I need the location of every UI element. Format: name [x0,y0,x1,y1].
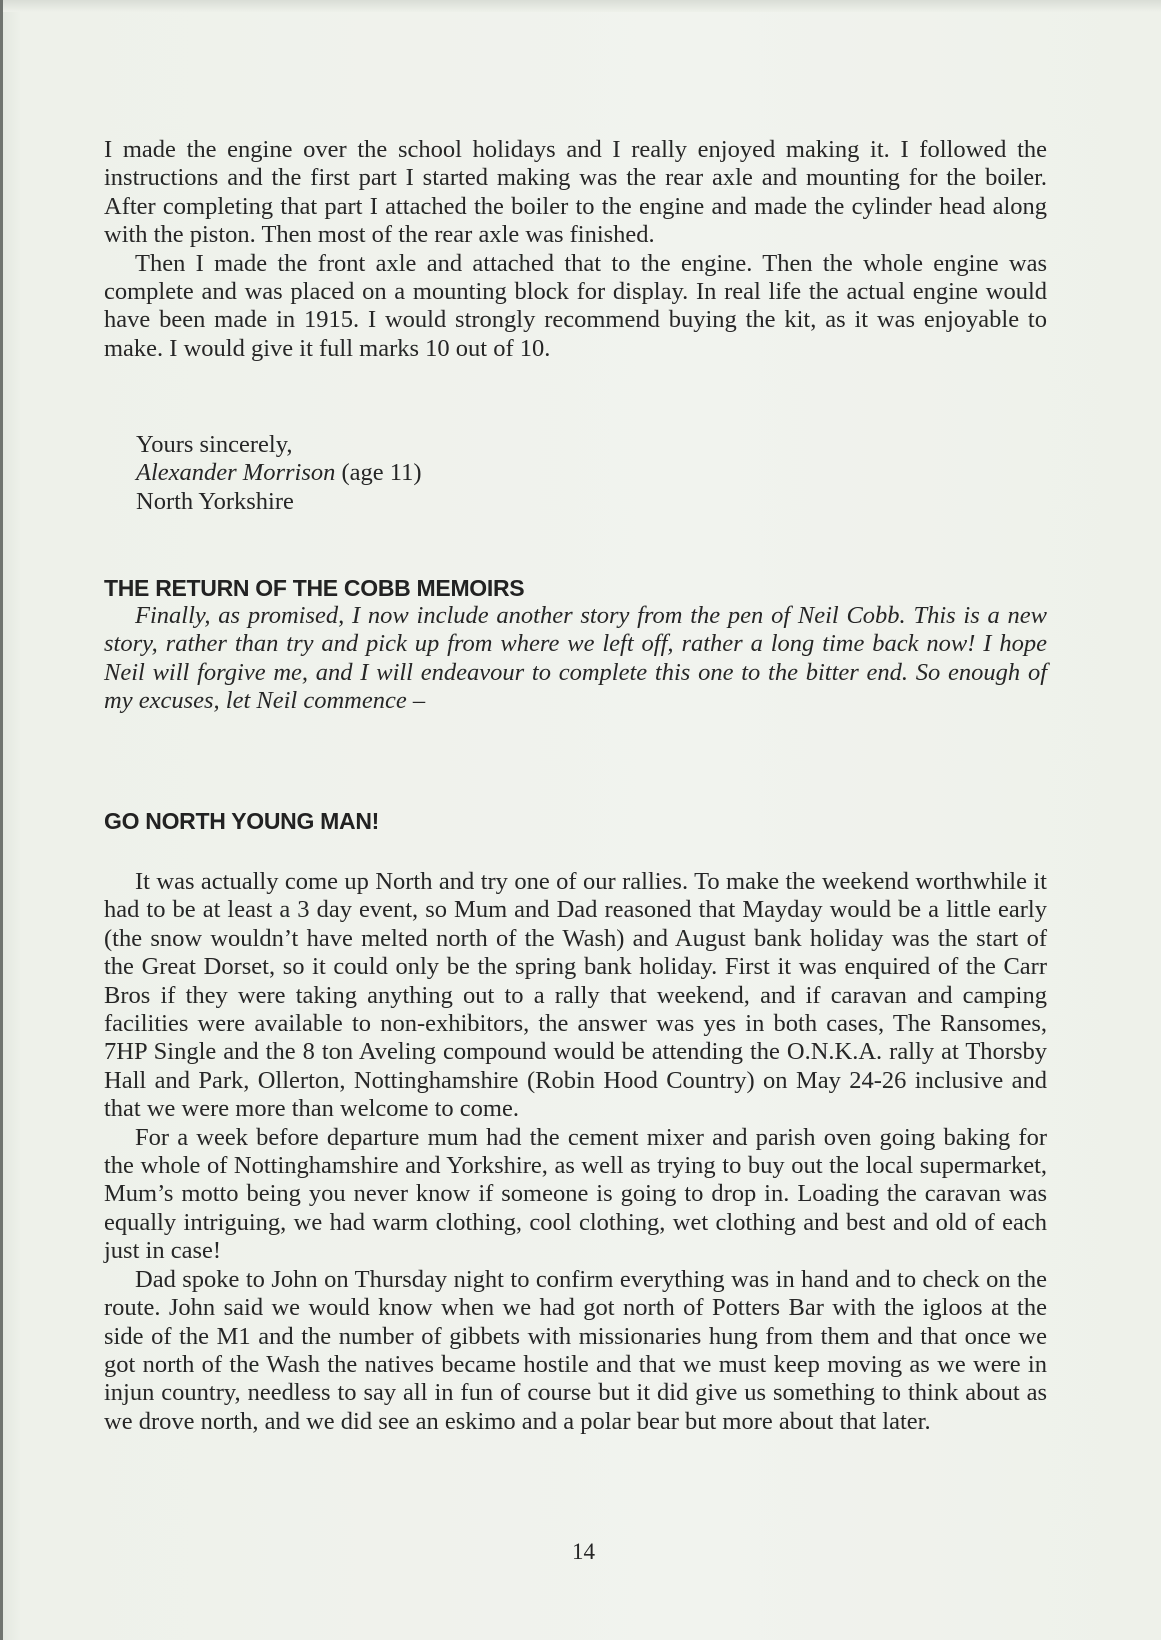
author-name: Alexander Morrison [136,459,336,487]
letter-paragraph: I made the engine over the school holidays and I really enjoyed making it. I followed the instructions and the first part I started making was the rear axle and mounting for the boiler. After completing that part I attached the boiler to the engine and made the cylinder head along with the piston. Then most of the rear axle was finished. [104,136,1047,249]
closing-line: Yours sincerely, [136,431,293,458]
letter-paragraph: Then I made the front axle and attached that to the engine. Then the whole engine was complete and was placed on a mounting block for display. In real life the actual engine would have been made in 1915. I would strongly recommend buying the kit, as it was enjoyable to make. I would give it full marks 10 out of 10. [104,249,1047,362]
story-paragraph: Dad spoke to John on Thursday night to confirm everything was in hand and to check on the route. John said we would know when we had got north of Potters Bar with the igloos at the side of the M1 and the number of gibbets with missionaries hung from them and that once we got north of the Wash the natives became hostile and that we must keep moving as we were in injun country, needless to say all in fun of course but it did give us something to think about as we drove north, and we did see an eskimo and a polar bear but more about that later. [104,1265,1047,1435]
page-number: 14 [572,1539,595,1564]
letter-signoff [136,431,422,516]
letter-body [104,136,1047,363]
story-paragraph: For a week before departure mum had the cement mixer and parish oven going baking for the whole of Nottinghamshire and Yorkshire, as well as trying to buy out the local supermarket, Mum’s motto being you never know if someone is going to drop in. Loading the caravan was equally intriguing, we had warm clothing, cool clothing, wet clothing and best and old of each just in case! [104,1123,1047,1265]
story-body [104,868,1047,1436]
author-location: North Yorkshire [136,487,294,515]
story-paragraph: It was actually come up North and try one of our rallies. To make the weekend worthwhile it had to be at least a 3 day event, so Mum and Dad reasoned that Mayday would be a little early (the snow wouldn’t have melted north of the Wash) and August bank holiday was the start of the Great Dorset, so it could only be the spring bank holiday. First it was enquired of the Carr Bros if they were taking anything out to a rally that weekend, and if caravan and camping facilities were available to non-exhibitors, the answer was yes in both cases, The Ransomes, 7HP Single and the 8 ton Aveling compound would be attending the O.N.K.A. rally at Thorsby Hall and Park, Ollerton, Nottinghamshire (Robin Hood Country) on May 24-26 inclusive and that we were more than welcome to come. [104,868,1047,1123]
author-age: (age 11) [341,459,422,487]
section-heading-cobb-memoirs: THE RETURN OF THE COBB MEMOIRS [104,575,525,601]
cobb-intro [104,602,1047,716]
author-line [136,459,422,487]
section-heading-go-north: GO NORTH YOUNG MAN! [104,808,379,834]
page-top-edge [3,0,1161,12]
intro-paragraph: Finally, as promised, I now include another story from the pen of Neil Cobb. This is a new story, rather than try and pick up from where we left off, rather a long time back now! I hope Neil will forgive me, and I will endeavour to complete this one to the bitter end. So enough of my excuses, let Neil commence – [104,602,1047,715]
